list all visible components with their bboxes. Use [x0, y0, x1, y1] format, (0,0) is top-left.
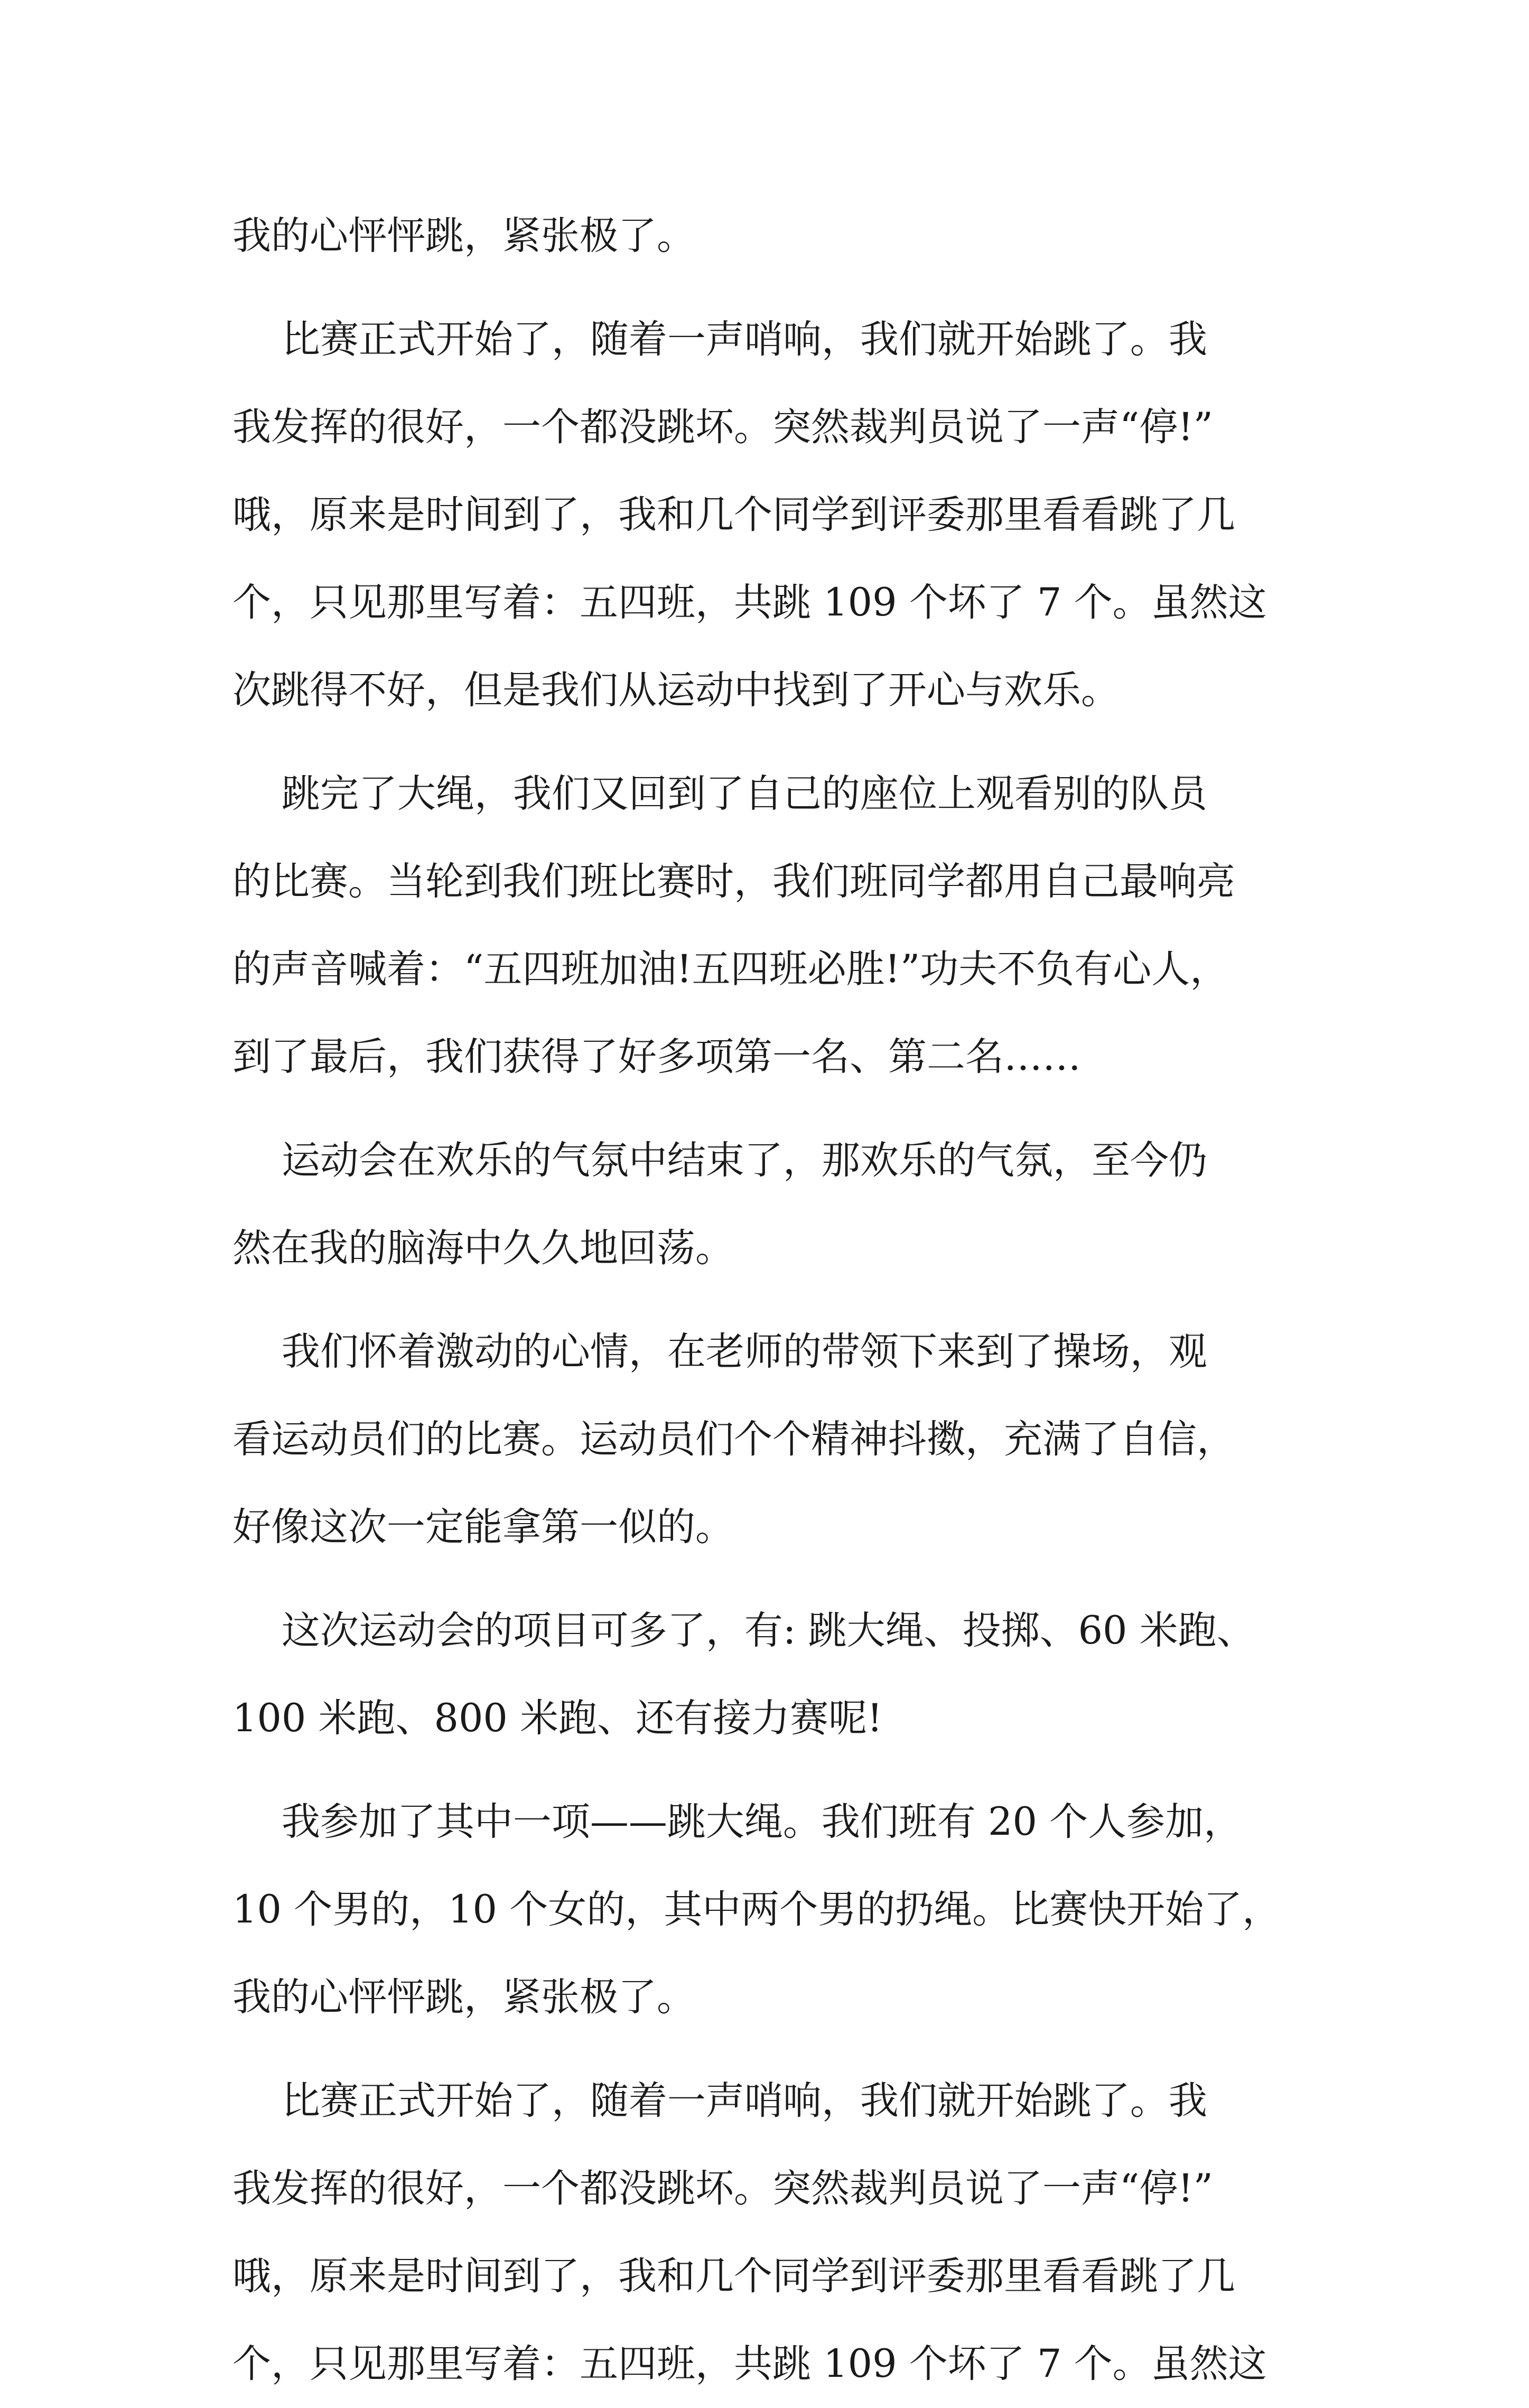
text-line: 我的心怦怦跳，紧张极了。	[232, 1975, 695, 2020]
text-line: 个，只见那里写着：五四班，共跳 109 个坏了 7 个。虽然这	[232, 2341, 1267, 2386]
text-line: 看运动员们的比赛。运动员们个个精神抖擞，充满了自信，	[232, 1417, 1235, 1462]
text-line: 的比赛。当轮到我们班比赛时，我们班同学都用自己最响亮	[232, 859, 1235, 904]
text-line: 我的心怦怦跳，紧张极了。	[232, 213, 695, 258]
text-line: 的声音喊着：“五四班加油!五四班必胜!”功夫不负有心人，	[232, 947, 1229, 992]
text-line: 哦，原来是时间到了，我和几个同学到评委那里看看跳了几	[232, 2254, 1235, 2299]
text-line: 次跳得不好，但是我们从运动中找到了开心与欢乐。	[232, 668, 1120, 713]
text-line: 好像这次一定能拿第一似的。	[232, 1505, 734, 1550]
text-line: 10 个男的，10 个女的，其中两个男的扔绳。比赛快开始了，	[232, 1887, 1281, 1932]
text-line: 到了最后，我们获得了好多项第一名、第二名……	[232, 1034, 1081, 1079]
text-line: 然在我的脑海中久久地回荡。	[232, 1226, 734, 1271]
text-line: 我们怀着激动的心情，在老师的带领下来到了操场，观	[232, 1329, 1207, 1374]
text-line: 比赛正式开始了，随着一声哨响，我们就开始跳了。我	[232, 317, 1207, 362]
text-line: 个，只见那里写着：五四班，共跳 109 个坏了 7 个。虽然这	[232, 580, 1267, 625]
body-text	[232, 192, 1316, 2408]
text-line: 我发挥的很好，一个都没跳坏。突然裁判员说了一声“停!”	[232, 2166, 1213, 2211]
text-line: 这次运动会的项目可多了，有: 跳大绳、投掷、60 米跑、	[232, 1608, 1255, 1653]
text-line: 100 米跑、800 米跑、还有接力赛呢!	[232, 1696, 883, 1741]
text-line: 我发挥的很好，一个都没跳坏。突然裁判员说了一声“停!”	[232, 405, 1213, 450]
text-line: 哦，原来是时间到了，我和几个同学到评委那里看看跳了几	[232, 492, 1235, 537]
text-line: 我参加了其中一项——跳大绳。我们班有 20 个人参加，	[232, 1799, 1243, 1844]
text-line: 运动会在欢乐的气氛中结束了，那欢乐的气氛，至今仍	[232, 1138, 1207, 1183]
text-line: 跳完了大绳，我们又回到了自己的座位上观看别的队员	[232, 771, 1207, 816]
text-line: 比赛正式开始了，随着一声哨响，我们就开始跳了。我	[232, 2078, 1207, 2123]
